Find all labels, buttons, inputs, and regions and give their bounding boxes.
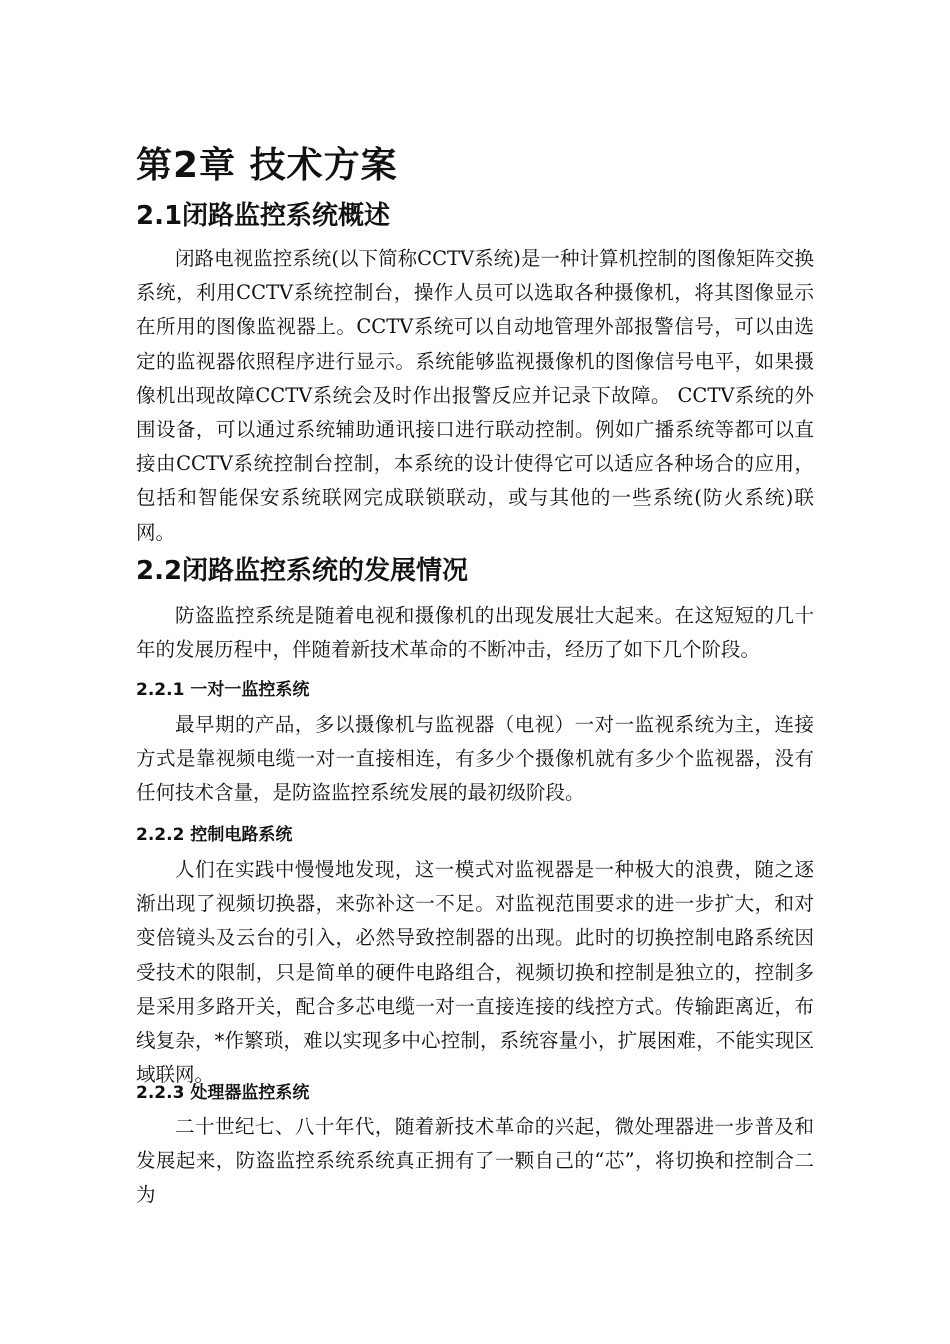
subsection-paragraph: 二十世纪七、八十年代，随着新技术革命的兴起，微处理器进一步普及和发展起来，防盗监控系统系统真正拥有了一颗自己的“芯”，将切换和控制合二为 [136,1115,814,1207]
subsection-title: 2.2.3 处理器监控系统 [136,1083,310,1103]
subsection-title: 2.2.2 控制电路系统 [136,825,293,845]
subsection-title: 2.2.1 一对一监控系统 [136,680,310,700]
chapter-title: 第2章 技术方案 [136,145,398,186]
section-paragraph: 闭路电视监控系统(以下简称CCTV系统)是一种计算机控制的图像矩阵交换系统，利用CCTV系统控制台，操作人员可以选取各种摄像机，将其图像显示在所用的图像监视器上。CCTV系统可以自动地管理外部报警信号，可以由选定的监视器依照程序进行显示。系统能够监视摄像机的图像信号电平，如果摄像机出现故障CCTV系统会及时作出报警反应并记录下故障。 CCTV系统的外围设备，可以通过系统辅助通讯接口进行联动控制。例如广播系统等都可以直接由CCTV系统控制台控制，本系统的设计使得它可以适应各种场合的应用，包括和智能保安系统联网完成联锁联动，或与其他的一些系统(防火系统)联网。 [136,247,814,544]
section-title: 2.1闭路监控系统概述 [136,201,391,231]
subsection-paragraph: 最早期的产品，多以摄像机与监视器（电视）一对一监视系统为主，连接方式是靠视频电缆一对一直接相连，有多少个摄像机就有多少个监视器，没有任何技术含量，是防盗监控系统发展的最初级阶段。 [136,713,814,805]
section-paragraph: 防盗监控系统是随着电视和摄像机的出现发展壮大起来。在这短短的几十年的发展历程中，伴随着新技术革命的不断冲击，经历了如下几个阶段。 [136,604,814,662]
section-title: 2.2闭路监控系统的发展情况 [136,556,469,586]
subsection-paragraph: 人们在实践中慢慢地发现，这一模式对监视器是一种极大的浪费，随之逐渐出现了视频切换器，来弥补这一不足。对监视范围要求的进一步扩大，和对变倍镜头及云台的引入，必然导致控制器的出现。此时的切换控制电路系统因受技术的限制，只是简单的硬件电路组合，视频切换和控制是独立的，控制多是采用多路开关，配合多芯电缆一对一直接连接的线控方式。传输距离近，布线复杂，*作繁琐，难以实现多中心控制，系统容量小，扩展困难，不能实现区域联网。 [136,858,814,1087]
